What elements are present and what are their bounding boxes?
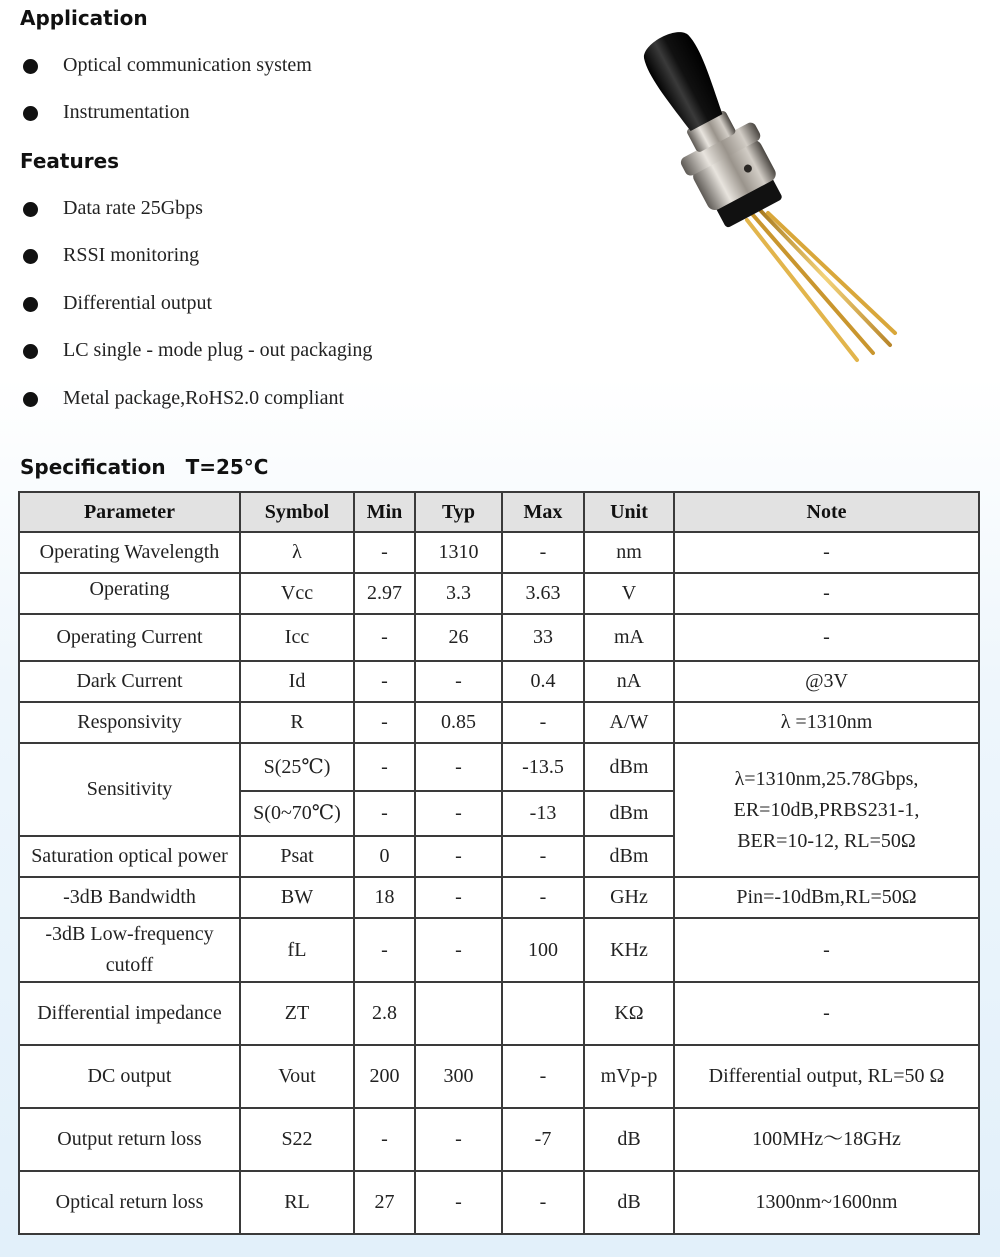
- product-photo: [595, 15, 935, 370]
- max-cell: -: [502, 836, 584, 877]
- bullet-icon: [23, 59, 38, 74]
- bullet-icon: [23, 344, 38, 359]
- min-cell: 0: [354, 836, 415, 877]
- column-header: Max: [502, 492, 584, 532]
- table-row: [19, 982, 979, 1045]
- unit-cell: nm: [584, 532, 674, 573]
- unit-cell: dB: [584, 1171, 674, 1234]
- list-item-text: LC single - mode plug - out packaging: [63, 339, 373, 361]
- min-cell: 200: [354, 1045, 415, 1108]
- symbol-cell: Icc: [240, 614, 354, 661]
- typ-cell: [415, 982, 502, 1045]
- note-line: BER=10-12, RL=50Ω: [737, 829, 916, 852]
- symbol-cell: S22: [240, 1108, 354, 1171]
- typ-cell: 3.3: [415, 573, 502, 614]
- table-row: [19, 532, 979, 573]
- typ-cell: -: [415, 1108, 502, 1171]
- column-header: Parameter: [19, 492, 240, 532]
- note-cell: -: [674, 573, 979, 614]
- specification-heading: [20, 455, 269, 479]
- note-cell: -: [674, 982, 979, 1045]
- parameter-cell: Sensitivity: [19, 743, 240, 836]
- note-line: λ=1310nm,25.78Gbps,: [734, 767, 919, 790]
- note-cell: -: [674, 918, 979, 982]
- typ-cell: 26: [415, 614, 502, 661]
- note-cell: Pin=-10dBm,RL=50Ω: [674, 877, 979, 918]
- typ-cell: -: [415, 918, 502, 982]
- symbol-cell: fL: [240, 918, 354, 982]
- table-row: [19, 877, 979, 918]
- typ-cell: -: [415, 836, 502, 877]
- note-cell: λ =1310nm: [674, 702, 979, 743]
- typ-cell: -: [415, 743, 502, 791]
- max-cell: 0.4: [502, 661, 584, 702]
- symbol-cell: S(25℃): [240, 743, 354, 791]
- max-cell: -: [502, 1171, 584, 1234]
- list-item-text: RSSI monitoring: [63, 244, 200, 266]
- min-cell: 27: [354, 1171, 415, 1234]
- max-cell: -13: [502, 791, 584, 836]
- min-cell: 2.8: [354, 982, 415, 1045]
- unit-cell: GHz: [584, 877, 674, 918]
- max-cell: 33: [502, 614, 584, 661]
- unit-cell: V: [584, 573, 674, 614]
- parameter-cell: Operating Current: [19, 614, 240, 661]
- table-row: [19, 661, 979, 702]
- parameter-line: cutoff: [105, 954, 154, 976]
- unit-cell: nA: [584, 661, 674, 702]
- parameter-cell: Operating: [19, 573, 240, 614]
- application-heading: Application: [20, 6, 148, 30]
- column-header: Typ: [415, 492, 502, 532]
- specification-title: Specification: [20, 455, 166, 479]
- parameter-cell: Output return loss: [19, 1108, 240, 1171]
- symbol-cell: ZT: [240, 982, 354, 1045]
- typ-cell: -: [415, 877, 502, 918]
- max-cell: 100: [502, 918, 584, 982]
- min-cell: -: [354, 702, 415, 743]
- max-cell: -13.5: [502, 743, 584, 791]
- max-cell: -: [502, 702, 584, 743]
- bullet-icon: [23, 297, 38, 312]
- features-heading: Features: [20, 149, 120, 173]
- parameter-cell: Saturation optical power: [19, 836, 240, 877]
- min-cell: -: [354, 614, 415, 661]
- symbol-cell: RL: [240, 1171, 354, 1234]
- parameter-cell: Operating Wavelength: [19, 532, 240, 573]
- min-cell: -: [354, 743, 415, 791]
- parameter-cell: Differential impedance: [19, 982, 240, 1045]
- max-cell: 3.63: [502, 573, 584, 614]
- column-header: Unit: [584, 492, 674, 532]
- symbol-cell: Vcc: [240, 573, 354, 614]
- sensitivity-note-cell: [674, 743, 979, 877]
- list-item-text: Data rate 25Gbps: [63, 197, 203, 219]
- parameter-line: -3dB Low-frequency: [45, 923, 214, 945]
- max-cell: -7: [502, 1108, 584, 1171]
- min-cell: -: [354, 791, 415, 836]
- typ-cell: 0.85: [415, 702, 502, 743]
- table-row: [19, 573, 979, 614]
- list-item-text: Optical communication system: [63, 54, 312, 76]
- bullet-icon: [23, 202, 38, 217]
- unit-cell: A/W: [584, 702, 674, 743]
- list-item-text: Metal package,RoHS2.0 compliant: [63, 387, 345, 409]
- min-cell: 18: [354, 877, 415, 918]
- min-cell: -: [354, 661, 415, 702]
- typ-cell: -: [415, 791, 502, 836]
- parameter-cell: Responsivity: [19, 702, 240, 743]
- parameter-cell: [19, 918, 240, 982]
- specification-table: [18, 491, 980, 1235]
- list-item-text: Differential output: [63, 292, 213, 314]
- note-cell: Differential output, RL=50 Ω: [674, 1045, 979, 1108]
- table-row: [19, 1045, 979, 1108]
- note-line: ER=10dB,PRBS231-1,: [733, 798, 920, 821]
- unit-cell: KHz: [584, 918, 674, 982]
- column-header: Min: [354, 492, 415, 532]
- max-cell: -: [502, 532, 584, 573]
- min-cell: -: [354, 918, 415, 982]
- table-row: [19, 1171, 979, 1234]
- table-row: [19, 918, 979, 982]
- table-row: [19, 743, 979, 791]
- symbol-cell: Id: [240, 661, 354, 702]
- specification-condition: T=25°C: [185, 455, 269, 479]
- note-cell: -: [674, 614, 979, 661]
- symbol-cell: S(0~70℃): [240, 791, 354, 836]
- unit-cell: dBm: [584, 743, 674, 791]
- symbol-cell: λ: [240, 532, 354, 573]
- unit-cell: KΩ: [584, 982, 674, 1045]
- symbol-cell: Psat: [240, 836, 354, 877]
- note-cell: @3V: [674, 661, 979, 702]
- bullet-icon: [23, 249, 38, 264]
- unit-cell: dBm: [584, 791, 674, 836]
- symbol-cell: BW: [240, 877, 354, 918]
- unit-cell: dB: [584, 1108, 674, 1171]
- bullet-icon: [23, 392, 38, 407]
- column-header: Note: [674, 492, 979, 532]
- table-row: [19, 614, 979, 661]
- unit-cell: mVp-p: [584, 1045, 674, 1108]
- typ-cell: -: [415, 661, 502, 702]
- max-cell: [502, 982, 584, 1045]
- parameter-cell: -3dB Bandwidth: [19, 877, 240, 918]
- unit-cell: dBm: [584, 836, 674, 877]
- parameter-cell: Dark Current: [19, 661, 240, 702]
- note-cell: 100MHz～18GHz: [674, 1108, 979, 1171]
- table-row: [19, 702, 979, 743]
- typ-cell: -: [415, 1171, 502, 1234]
- typ-cell: 300: [415, 1045, 502, 1108]
- connector-pins: [747, 210, 895, 360]
- parameter-cell: Optical return loss: [19, 1171, 240, 1234]
- symbol-cell: Vout: [240, 1045, 354, 1108]
- note-cell: -: [674, 532, 979, 573]
- typ-cell: 1310: [415, 532, 502, 573]
- table-row: [19, 1108, 979, 1171]
- parameter-cell: DC output: [19, 1045, 240, 1108]
- min-cell: 2.97: [354, 573, 415, 614]
- min-cell: -: [354, 532, 415, 573]
- max-cell: -: [502, 877, 584, 918]
- column-header: Symbol: [240, 492, 354, 532]
- unit-cell: mA: [584, 614, 674, 661]
- bullet-icon: [23, 106, 38, 121]
- min-cell: -: [354, 1108, 415, 1171]
- symbol-cell: R: [240, 702, 354, 743]
- max-cell: -: [502, 1045, 584, 1108]
- connector-body: [624, 18, 792, 234]
- note-cell: 1300nm~1600nm: [674, 1171, 979, 1234]
- table-header-row: [19, 492, 979, 532]
- list-item-text: Instrumentation: [63, 101, 190, 123]
